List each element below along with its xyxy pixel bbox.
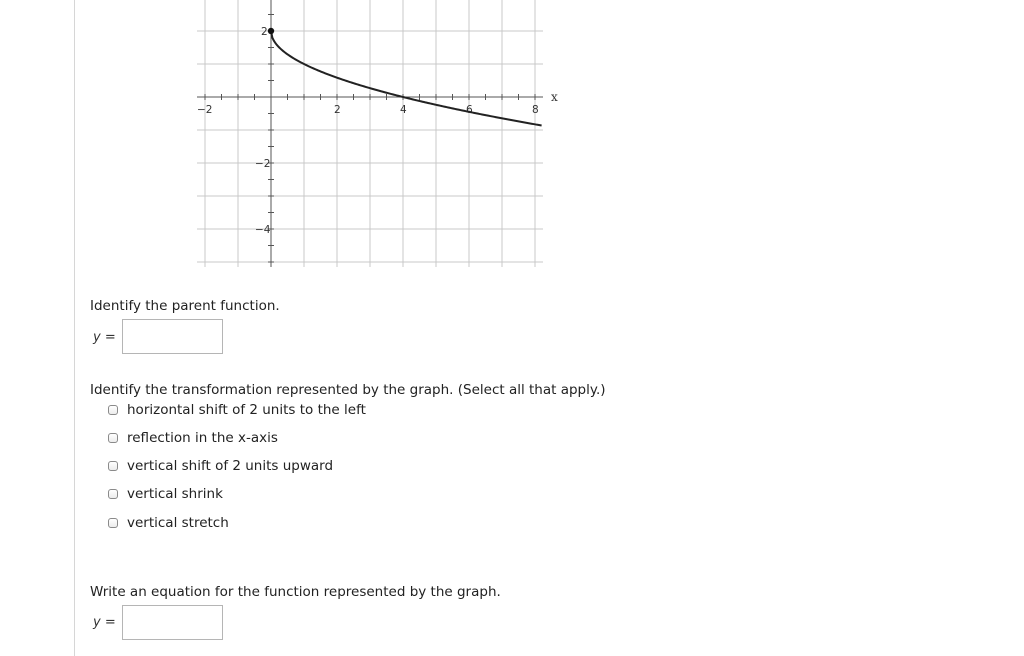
checkbox[interactable] <box>108 433 118 443</box>
option-label: vertical stretch <box>127 515 229 531</box>
option-vertical-stretch[interactable] <box>108 514 229 532</box>
curve-start-point <box>268 28 274 34</box>
option-label: reflection in the x-axis <box>127 430 278 446</box>
checkbox[interactable] <box>108 489 118 499</box>
x-tick-label: −2 <box>197 104 213 116</box>
option-vertical-shift-up[interactable] <box>108 457 333 475</box>
checkbox[interactable] <box>108 518 118 528</box>
option-reflection-x-axis[interactable] <box>108 429 278 447</box>
x-tick-label: 6 <box>466 104 473 116</box>
equation-prompt: Write an equation for the function represented by the graph. <box>90 584 501 600</box>
x-tick-label: 8 <box>532 104 539 116</box>
x-tick-label: 2 <box>334 104 341 116</box>
checkbox[interactable] <box>108 405 118 415</box>
checkbox[interactable] <box>108 461 118 471</box>
parent-function-prompt: Identify the parent function. <box>90 298 280 314</box>
option-label: vertical shift of 2 units upward <box>127 458 334 474</box>
x-tick-label: 4 <box>400 104 407 116</box>
y-tick-label: −2 <box>255 158 271 170</box>
function-graph <box>0 0 600 290</box>
option-label: horizontal shift of 2 units to the left <box>127 402 366 418</box>
option-vertical-shrink[interactable] <box>108 485 223 503</box>
option-horizontal-shift-left[interactable] <box>108 401 366 419</box>
parent-function-input[interactable] <box>122 319 223 354</box>
y-tick-label: −4 <box>255 224 271 236</box>
parent-function-y-label: y = <box>93 330 116 345</box>
transformation-prompt: Identify the transformation represented by the graph. (Select all that apply.) <box>90 382 606 398</box>
y-tick-label: 2 <box>261 26 268 38</box>
equation-input[interactable] <box>122 605 223 640</box>
equation-y-label: y = <box>93 615 116 630</box>
option-label: vertical shrink <box>127 486 223 502</box>
x-axis-label: x <box>551 90 558 104</box>
